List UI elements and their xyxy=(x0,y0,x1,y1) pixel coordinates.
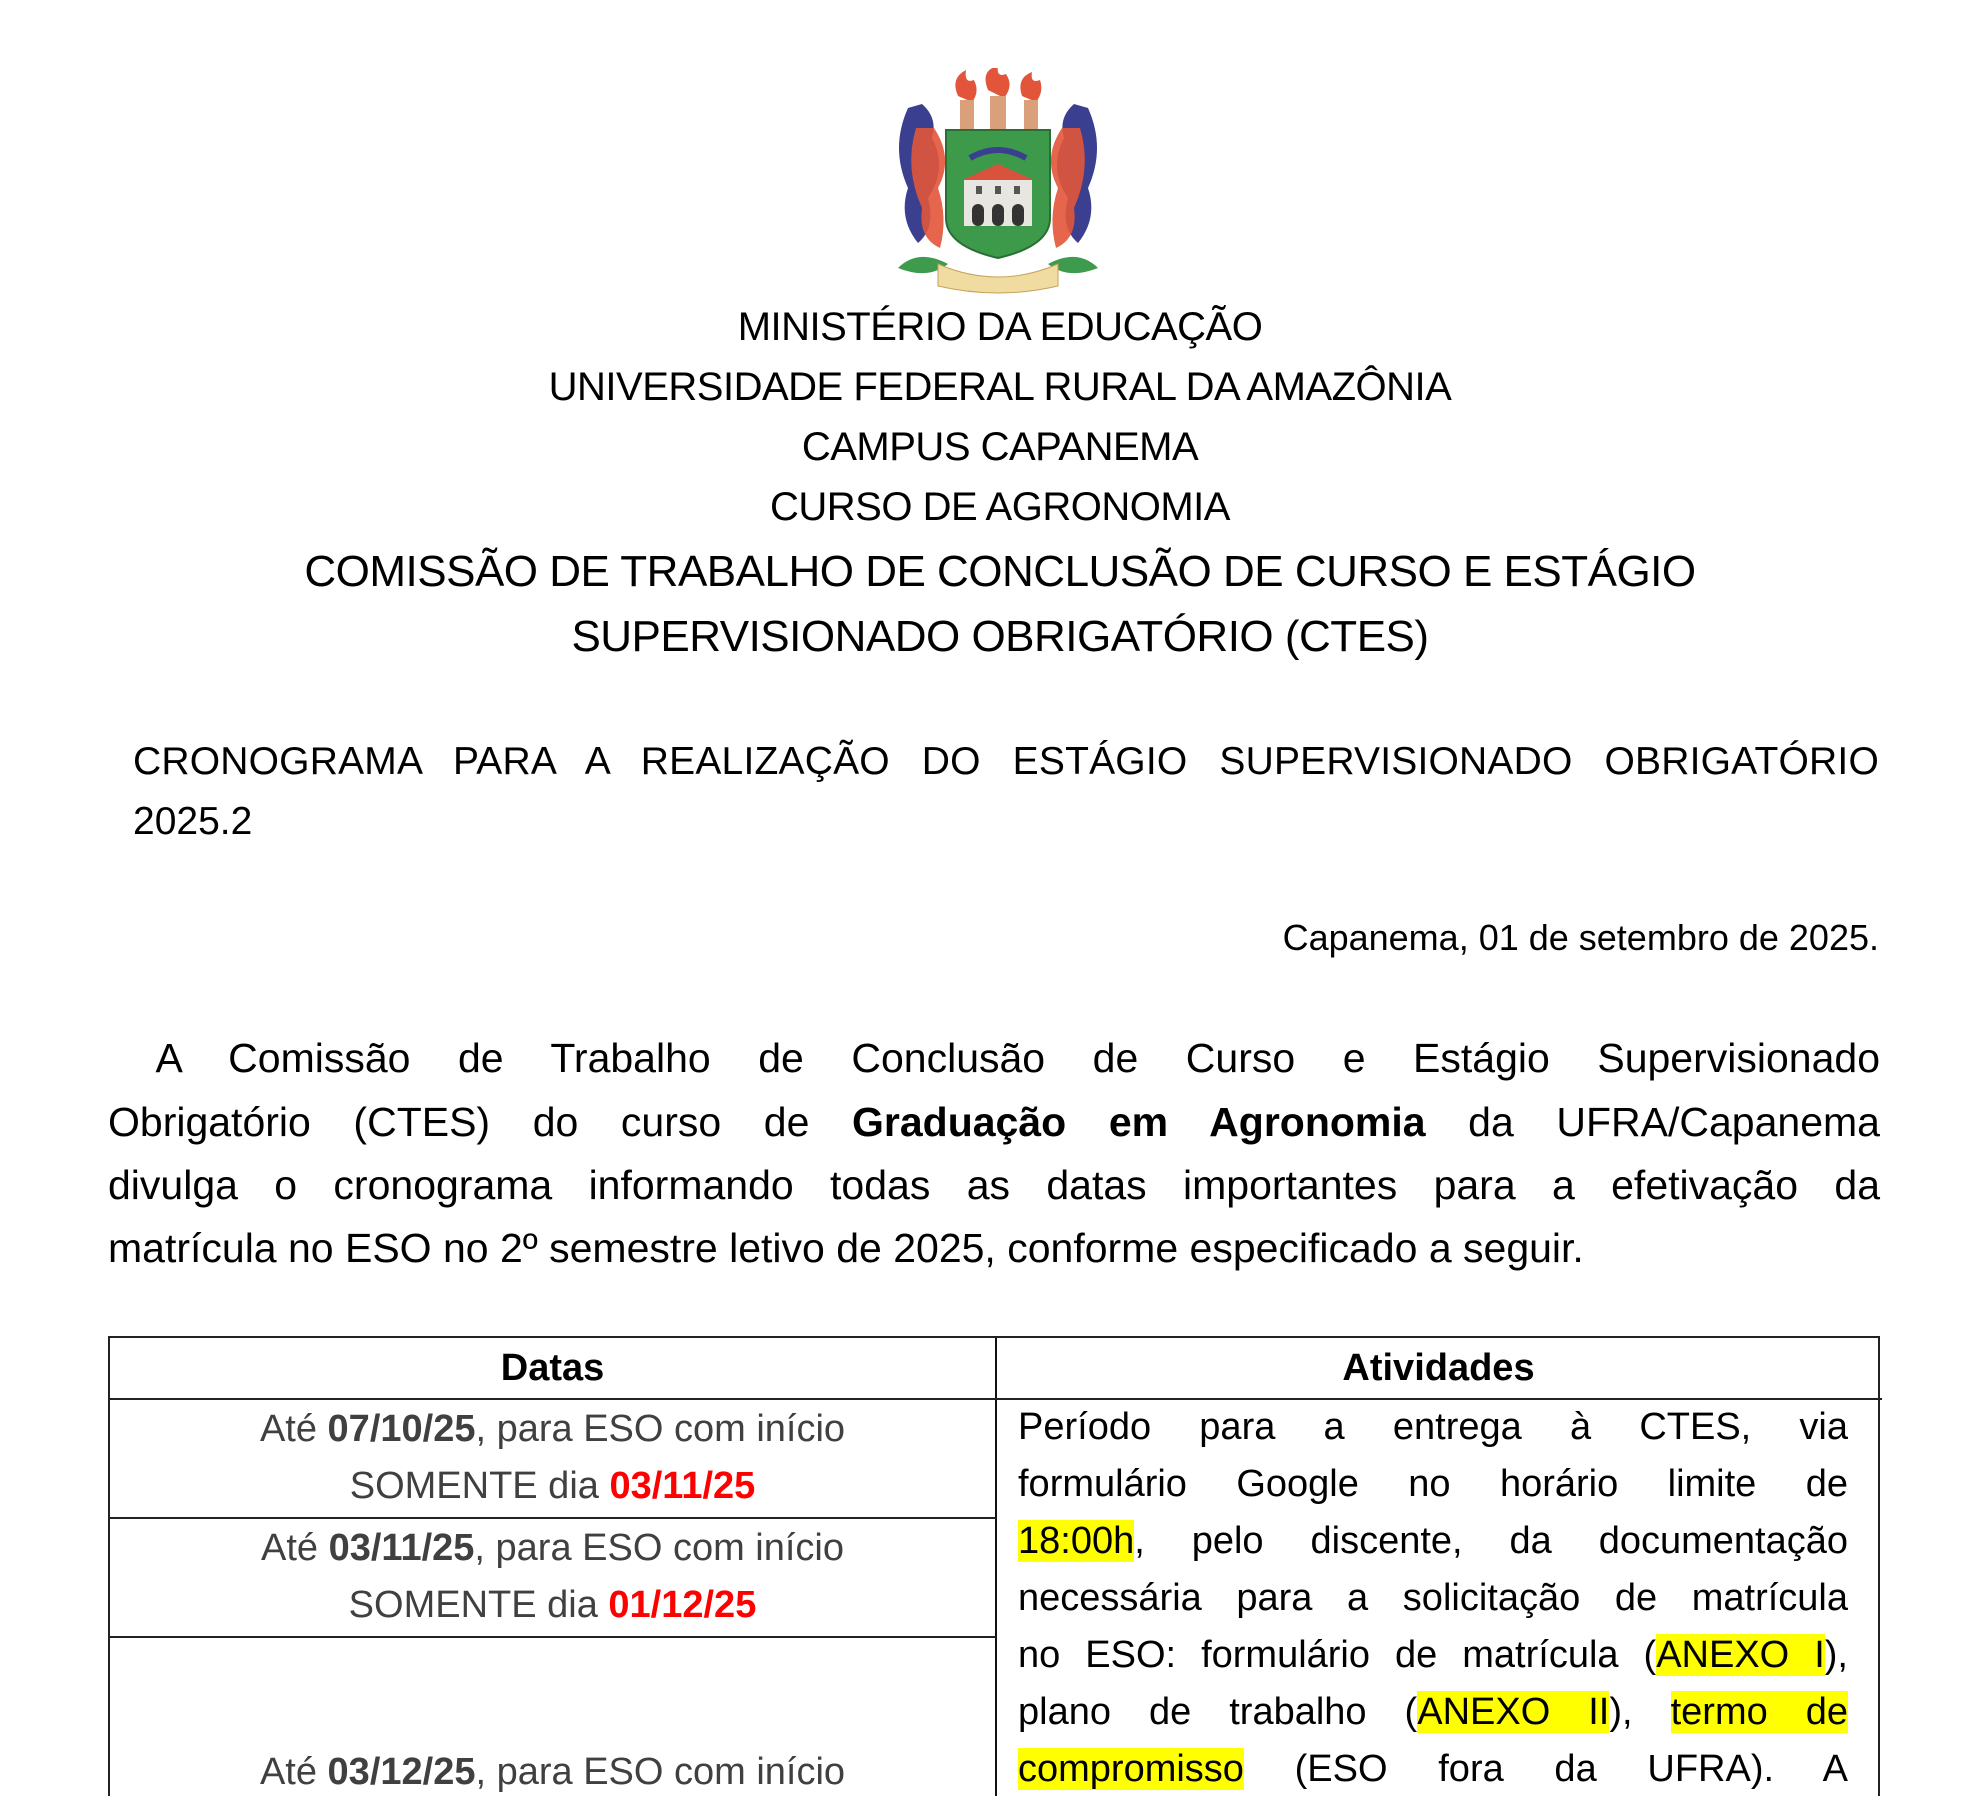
activity-line-3 xyxy=(1018,1513,1848,1570)
text: Até xyxy=(259,1408,328,1450)
text: , para ESO com início xyxy=(475,1408,846,1450)
activity-line-7 xyxy=(1018,1741,1848,1798)
header-committee-line1: COMISSÃO DE TRABALHO DE CONCLUSÃO DE CURSO E ESTÁGIO xyxy=(304,547,1696,596)
start-date-red: 03/11/25 xyxy=(609,1465,756,1507)
column-header-dates: Datas xyxy=(500,1347,605,1389)
table-row-2-date xyxy=(110,1520,995,1634)
text: SOMENTE dia xyxy=(349,1465,610,1507)
date-line xyxy=(110,1520,995,1577)
date-line xyxy=(110,1577,995,1634)
intro-line-2 xyxy=(108,1097,1880,1147)
intro-line-3: divulga o cronograma informando todas as datas importantes para a efetivação da xyxy=(108,1162,1880,1208)
column-header-activities: Atividades xyxy=(1342,1347,1535,1389)
activity-line-1: Período para a entrega à CTES, via xyxy=(1018,1406,1848,1448)
row-divider xyxy=(110,1636,996,1638)
start-date-red: 01/12/25 xyxy=(608,1584,757,1626)
document-date: Capanema, 01 de setembro de 2025. xyxy=(1282,917,1879,958)
table-row-3-date xyxy=(110,1744,995,1801)
text: no ESO: formulário de matrícula ( xyxy=(1018,1634,1657,1676)
date-line xyxy=(110,1744,995,1801)
column-divider xyxy=(995,1338,997,1796)
university-coat-of-arms-icon xyxy=(888,68,1108,296)
deadline-date: 03/11/25 xyxy=(328,1527,475,1569)
header-campus: CAMPUS CAPANEMA xyxy=(801,425,1199,469)
schedule-title-period: 2025.2 xyxy=(133,800,253,843)
intro-line-1: A Comissão de Trabalho de Conclusão de Curso e Estágio Supervisionado xyxy=(108,1035,1880,1081)
header-course: CURSO DE AGRONOMIA xyxy=(770,485,1230,529)
text: Até xyxy=(259,1751,328,1793)
course-name-bold: Graduação em Agronomia xyxy=(852,1099,1426,1145)
text: ), xyxy=(1824,1634,1848,1676)
text: , para ESO com início xyxy=(475,1751,846,1793)
text: , para ESO com início xyxy=(474,1527,845,1569)
row-divider xyxy=(110,1517,996,1519)
annex-1-highlight: ANEXO I xyxy=(1656,1634,1825,1676)
date-line xyxy=(110,1458,995,1515)
text: ), xyxy=(1609,1691,1671,1733)
deadline-time-highlight: 18:00h xyxy=(1018,1520,1135,1562)
commitment-term-highlight: termo de xyxy=(1670,1691,1848,1733)
header-committee-line2: SUPERVISIONADO OBRIGATÓRIO (CTES) xyxy=(571,612,1429,661)
table-row-1-date xyxy=(110,1401,995,1515)
activity-line-4: necessária para a solicitação de matrícula xyxy=(1018,1577,1848,1619)
header-university: UNIVERSIDADE FEDERAL RURAL DA AMAZÔNIA xyxy=(548,365,1452,409)
schedule-title: CRONOGRAMA PARA A REALIZAÇÃO DO ESTÁGIO SUPERVISIONADO OBRIGATÓRIO xyxy=(133,740,1879,783)
date-line xyxy=(110,1401,995,1458)
commitment-term-highlight: compromisso xyxy=(1018,1748,1244,1790)
header-ministry: MINISTÉRIO DA EDUCAÇÃO xyxy=(737,305,1263,349)
text: plano de trabalho ( xyxy=(1018,1691,1418,1733)
deadline-date: 03/12/25 xyxy=(327,1751,476,1793)
activity-line-5 xyxy=(1018,1627,1848,1684)
text: (ESO fora da UFRA). A xyxy=(1243,1748,1848,1790)
intro-text: Obrigatório (CTES) do curso de xyxy=(108,1099,853,1145)
activity-line-6 xyxy=(1018,1684,1848,1741)
text: Até xyxy=(260,1527,329,1569)
text: SOMENTE dia xyxy=(348,1584,609,1626)
deadline-date: 07/10/25 xyxy=(327,1408,476,1450)
intro-text: da UFRA/Capanema xyxy=(1425,1099,1880,1145)
annex-2-highlight: ANEXO II xyxy=(1417,1691,1610,1733)
activity-line-2: formulário Google no horário limite de xyxy=(1018,1463,1848,1505)
intro-line-4: matrícula no ESO no 2º semestre letivo de 2025, conforme especificado a seguir. xyxy=(108,1225,1584,1271)
text: , pelo discente, da documentação xyxy=(1134,1520,1848,1562)
